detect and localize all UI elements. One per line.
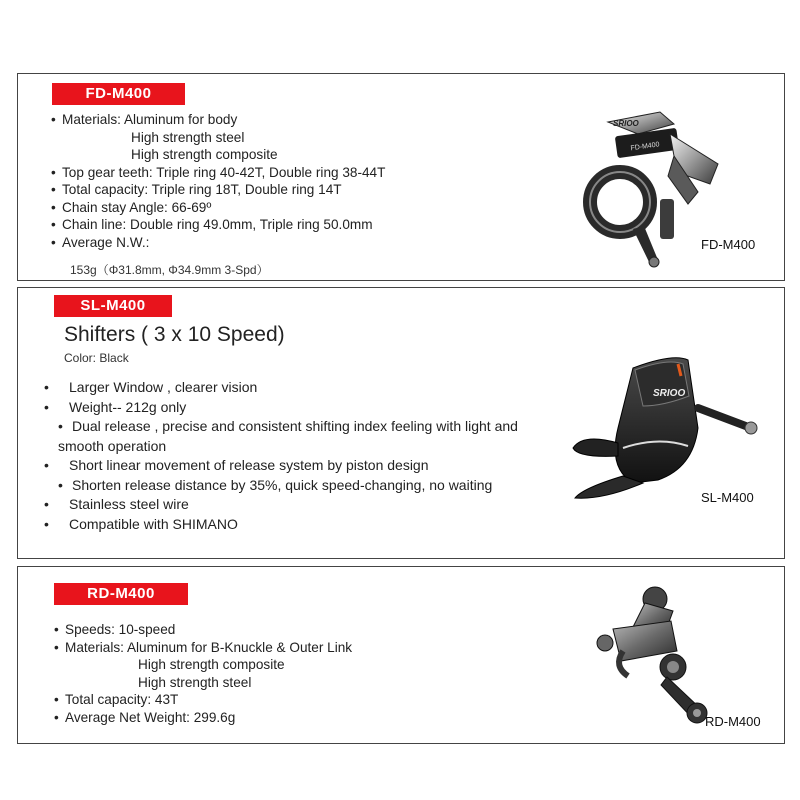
fd-spec-materials: • Materials: Aluminum for body High strength steel High strength composite: [51, 111, 385, 164]
bullet-icon: •: [54, 639, 59, 655]
rd-spec-materials: • Materials: Aluminum for B-Knuckle & Outer Link High strength composite High strength steel: [54, 639, 353, 690]
fd-m400-badge: FD-M400: [52, 83, 185, 105]
bullet-icon: •: [58, 476, 63, 493]
bullet-icon: •: [54, 622, 59, 637]
bullet-icon: •: [51, 234, 56, 250]
bullet-icon: •: [51, 164, 56, 180]
sl-caption: SL-M400: [701, 490, 754, 505]
sl-spec-wire: • Stainless steel wire: [58, 495, 558, 515]
fd-spec-list: [51, 111, 385, 251]
shifter-image: [563, 348, 763, 503]
rd-spec-capacity: • Total capacity: 43T: [54, 692, 179, 708]
bullet-icon: •: [44, 457, 49, 473]
rd-spec-materials-line-2: High strength composite: [138, 657, 285, 673]
fd-spec-top-gear: • Top gear teeth: Triple ring 40-42T, Double ring 38-44T: [51, 164, 386, 180]
fd-brand-logo: SRIOO: [613, 119, 639, 128]
fd-spec-materials-line-2: High strength steel: [131, 129, 245, 145]
fd-m400-panel: [17, 73, 785, 281]
fd-caption: FD-M400: [701, 237, 756, 252]
fd-weight-value: 153g（Φ31.8mm, Φ34.9mm 3-Spd）: [70, 263, 269, 277]
bullet-icon: •: [44, 496, 49, 512]
rd-caption: RD-M400: [705, 714, 761, 729]
rd-m400-panel: [17, 566, 785, 744]
fd-spec-chain-stay: • Chain stay Angle: 66-69º: [51, 199, 212, 215]
bullet-icon: •: [54, 709, 59, 725]
fd-spec-capacity: • Total capacity: Triple ring 18T, Double ring 14T: [51, 182, 342, 197]
bullet-icon: •: [51, 199, 56, 215]
sl-m400-badge: SL-M400: [54, 295, 172, 317]
bullet-icon: •: [51, 182, 56, 197]
fd-spec-materials-line-3: High strength composite: [131, 147, 278, 162]
rd-spec-speeds: • Speeds: 10-speed: [54, 622, 176, 637]
sl-spec-weight: • Weight-- 212g only: [58, 398, 558, 418]
sl-brand-logo: SRIOO: [653, 388, 686, 399]
bullet-icon: •: [58, 418, 63, 434]
bullet-icon: •: [54, 692, 59, 708]
bullet-icon: •: [44, 379, 49, 395]
sl-spec-window: • Larger Window , clearer vision: [58, 378, 558, 398]
fd-spec-weight: • Average N.W.:: [51, 234, 150, 250]
bullet-icon: •: [44, 515, 49, 532]
bullet-icon: •: [44, 398, 49, 415]
rd-spec-materials-line-3: High strength steel: [138, 674, 252, 690]
rd-spec-weight: • Average Net Weight: 299.6g: [54, 709, 236, 725]
sl-m400-panel: [17, 287, 785, 559]
sl-spec-release-distance: • Shorten release distance by 35%, quick speed-changing, no waiting: [58, 476, 558, 496]
fd-spec-chain-line: • Chain line: Double ring 49.0mm, Triple ring 50.0mm: [51, 217, 373, 232]
sl-spec-dual-release: • Dual release , precise and consistent shifting index feeling with light and smooth operation: [58, 418, 518, 454]
bullet-icon: •: [51, 217, 56, 232]
rear-derailleur-image: [593, 581, 723, 726]
sl-title: Shifters ( 3 x 10 Speed): [64, 323, 285, 346]
rd-m400-badge: RD-M400: [54, 583, 188, 605]
sl-spec-list: [44, 378, 558, 534]
bullet-icon: •: [51, 112, 56, 127]
svg-text:FD-M400: FD-M400: [630, 141, 661, 153]
sl-color: Color: Black: [64, 351, 129, 365]
sl-spec-compatibility: • Compatible with SHIMANO: [58, 515, 558, 535]
sl-spec-linear-movement: • Short linear movement of release system by piston design: [58, 456, 558, 476]
rd-spec-list: [54, 621, 352, 727]
